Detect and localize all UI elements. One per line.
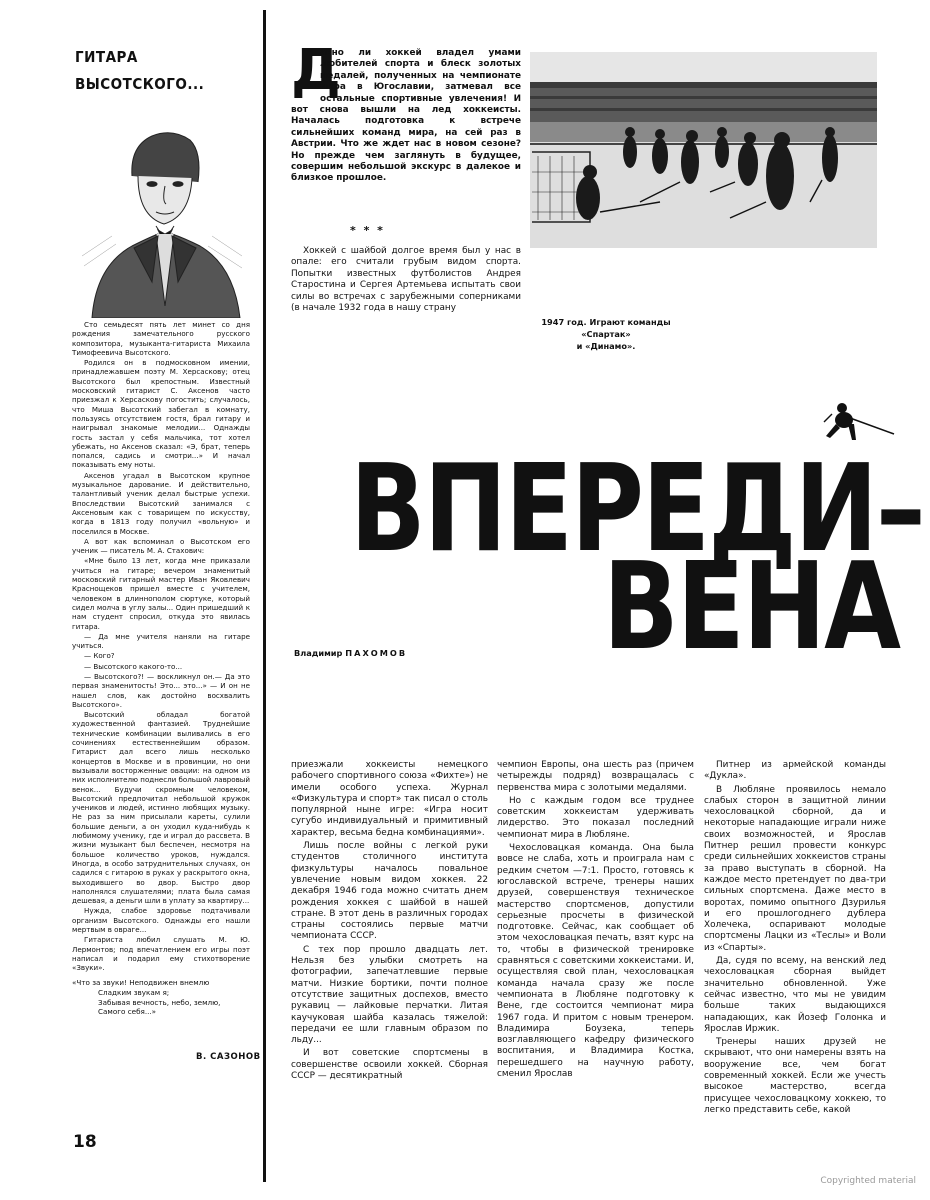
article-opening-paragraph: Хоккей с шайбой долгое время был у нас в опале: его считали грубым видом спорта. Попытки известных футболистов Андрея Старостина и Сергея Артемьева испытать свои силы во встречах с зарубежными соперниками (в начале 1932 года в нашу страну: [291, 246, 521, 314]
side-paragraph: — Высотского какого-то...: [84, 661, 183, 671]
side-paragraph: Родился он в подмосковном имении, принадлежавшем поэту М. Херсаскову; отец Высотского был крепостным. Известный московский гитарист С. Аксенов часто приезжал к Херсаскову погостить; случалось, что Миша Высотский забегал в комнату, пользуясь отсутствием гостя, брал гитару и наигрывал знакомые мелодии... Однажды гость застал у себя мальчика, тот хотел убежать, но Аксенов сказал: «Э, брат, теперь попался, садись и смотри...» И начал показывать ему ноты.: [72, 358, 250, 470]
article-paragraph: Тренеры наших друзей не скрывают, что они намерены взять на вооружение все, чем богат современный хоккей. Если же учесть высокое мастерство, всегда присущее чехословацкому хоккею, то легко представить себе, какой: [704, 1037, 886, 1115]
side-article-signature: В. САЗОНОВ: [196, 1052, 261, 1062]
side-paragraph: — Да мне учителя наняли на гитаре учиться.: [72, 631, 250, 651]
article-paragraph: чемпион Европы, она шесть раз (причем четырежды подряд) возвращалась с первенства мира с золотыми медалями.: [497, 760, 694, 793]
side-paragraph: Сто семьдесят пять лет минет со дня рождения замечательного русского композитора, музыканта-гитариста Михаила Тимофеевича Высотского.: [72, 320, 250, 357]
poem-line: «Что за звуки! Неподвижен внемлю: [72, 978, 210, 988]
author-byline: [294, 648, 407, 658]
article-paragraph: Да, судя по всему, на венский лед чехословацкая сборная выйдет значительно обновленной. Уже сейчас известно, что мы не увидим больше таких выдающихся нападающих, как Йозеф Голонка и Ярослав Иржик.: [704, 956, 886, 1034]
poem-quote: [72, 978, 250, 1016]
side-paragraph: — Кого?: [84, 651, 115, 661]
article-paragraph: Питнер из армейской команды «Дукла».: [704, 760, 886, 782]
side-paragraph: Нужда, слабое здоровье подтачивали организм Высотского. Однажды его нашли мертвым в овраге...: [72, 906, 250, 934]
article-column-3: [704, 760, 886, 1118]
hockey-match-photo: [530, 52, 877, 248]
article-column-1: [291, 760, 488, 1084]
page-number: 18: [73, 1132, 97, 1152]
headline-line2: ВЕНА: [603, 538, 900, 677]
article-paragraph: Но с каждым годом все труднее советским хоккеистам удерживать лидерство. Это показал последний чемпионат мира в Любляне.: [497, 795, 694, 840]
poem-line: Самого себя...»: [98, 1007, 157, 1017]
side-title-line1: ГИТАРА: [75, 48, 138, 66]
side-article-title: [75, 44, 204, 98]
article-paragraph: В Любляне проявилось немало слабых сторон в защитной линии чехословацкой сборной, да и некоторые нападающие играли ниже своих возможностей, и Ярослав Питнер решил провести конкурс среди сильнейших хоккеистов страны за право выступать в сборной. На каждое место претендует по два-три сильных спортсмена. Даже место в воротах, помимо опытного Дзурилья и его прошлогоднего дублера Холечека, оспаривают молодые спортсмены Лацки из «Теслы» и Воли из «Спарты».: [704, 784, 886, 953]
caption-line2: и «Динамо».: [576, 341, 636, 351]
poem-line: Забывая вечность, небо, землю,: [98, 997, 221, 1007]
article-lead: [291, 38, 521, 185]
article-paragraph: приезжали хоккеисты немецкого рабочего спортивного союза «Фихте») не имели особого успеха. Журнал «Физкультура и спорт» так писал о столь популярной ныне игре: «Игра носит сугубо индивидуальный и примитивный характер, весьма бедна комбинациями».: [291, 760, 488, 838]
article-paragraph: С тех пор прошло двадцать лет. Нельзя без улыбки смотреть на фотографии, запечатлевшие первые матчи. Низкие бортики, почти полное отсутствие защитных доспехов, вместо рукавиц — лайковые перчатки. Литая каучуковая шайба казалась тяжелой: передачи ее шли главным образом по льду...: [291, 944, 488, 1046]
drop-cap: Д: [291, 38, 341, 103]
side-paragraph: Гитариста любил слушать М. Ю. Лермонтов; под впечатлением его игры поэт написал и подарил ему стихотворение «Звуки».: [72, 935, 250, 973]
side-title-line2: ВЫСОТСКОГО...: [75, 75, 205, 93]
side-article-body: [72, 320, 250, 1017]
article-paragraph: Лишь после войны с легкой руки студентов столичного института физкультуры началось повальное увлечение новым видом хоккея. 22 декабря 1946 года можно считать днем рождения хоккея с шайбой в нашей стране. В этот день в различных городах страны состоялись первые матчи чемпионата СССР.: [291, 841, 488, 942]
article-column-2: [497, 760, 694, 1082]
caption-line1: 1947 год. Играют команды «Спартак»: [541, 317, 671, 339]
poem-line: Сладким звукам я;: [98, 988, 170, 998]
author-last-name: ПАХОМОВ: [345, 648, 408, 658]
author-first-name: Владимир: [294, 648, 343, 658]
article-paragraph: Чехословацкая команда. Она была вовсе не слаба, хоть и проиграла нам с редким счетом —7:1. Просто, готовясь к югославской встрече, тренеры наших друзей, совершенствуя техническое мастерство спортсменов, допустили серьезные просчеты в физической подготовке. Сейчас, как сообщает об этом чехословацкая печать, взят курс на то, чтобы в физической тренировке сравняться с советскими хоккеистами. И, осуществляя свой план, чехословацкая команда начала сразу же после чемпионата в Любляне подготовку к Вене, где состоится чемпионат мира 1967 года. И притом с новым тренером. Владимира Боузека, теперь возглавляющего кафедру физического воспитания, и Владимира Костка, перешедшего на научную работу, сменил Ярослав: [497, 843, 694, 1080]
side-paragraph: — Высотского?! — воскликнул он.— Да это первая знаменитость! Это... это...» — И он не нашел слов, как достойно восхвалить Высотского».: [72, 671, 250, 709]
headline-line1: ВПЕРЕДИ–: [350, 440, 924, 579]
photo-caption: [536, 316, 676, 352]
side-paragraph: «Мне было 13 лет, когда мне приказали учиться на гитаре; вечером знаменитый московский гитарный мастер Иван Яковлевич Краснощеков пришел вместе с учителем, человеком в длиннополом сюртуке, который сидел молча в углу залы... Один пришедший к нам студент спросил, откуда это явилась гитара.: [72, 556, 250, 631]
side-paragraph: Аксенов угадал в Высотском крупное музыкальное дарование. И действительно, талантливый ученик делал быстрые успехи. Впоследствии Высотский занимался с Аксеновым как с товарищем по искусству, когда в 1813 году получил «вольную» и поселился в Москве.: [72, 470, 250, 536]
section-separator: * * *: [350, 224, 385, 237]
side-paragraph: А вот как вспоминал о Высотском его ученик — писатель М. А. Стахович:: [72, 536, 250, 556]
lead-text: авно ли хоккей владел умами любителей спорта и блеск золотых медалей, полученных на чемпионате мира в Югославии, затмевал все остальные спортивные увлечения! И вот снова вышли на лед хоккеисты. Началась подготовка к встрече сильнейших команд мира, на сей раз в Австрии. Что же ждет нас в новом сезоне? Но прежде чем заглянуть в будущее, совершим небольшой экскурс в далекое и близкое прошлое.: [291, 48, 521, 184]
copyright-notice: Copyrighted material: [820, 1176, 916, 1186]
column-divider-rule: [263, 10, 266, 1182]
portrait-illustration: [72, 106, 248, 318]
side-paragraph: Высотский обладал богатой художественной фантазией. Труднейшие технические комбинации выливались в его сочинениях естественнейшим образом. Гитарист дал всего лишь несколько концертов в Москве и в провинции, но они вызывали восторженные овации: на одном из них исполнителю поднесли большой лавровый венок... Будучи скромным человеком, Высотский предпочитал небольшой кружок учеников и людей, истинно любящих музыку. Не раз за ним присылали кареты, сулили большие деньги, а он уходил куда-нибудь к любимому ученику, где и играл до рассвета. В жизни музыкант был беспечен, несмотря на большое количество уроков, нуждался. Иногда, в особо затруднительных случаях, он садился с гитарою в руках у раскрытого окна, выходившего во двор. Быстро двор наполнялся слушателями; плата была самая дешевая, а деньги шли в уплату за квартиру...: [72, 710, 250, 906]
article-paragraph: И вот советские спортсмены в совершенстве освоили хоккей. Сборная СССР — десятикратный: [291, 1048, 488, 1082]
